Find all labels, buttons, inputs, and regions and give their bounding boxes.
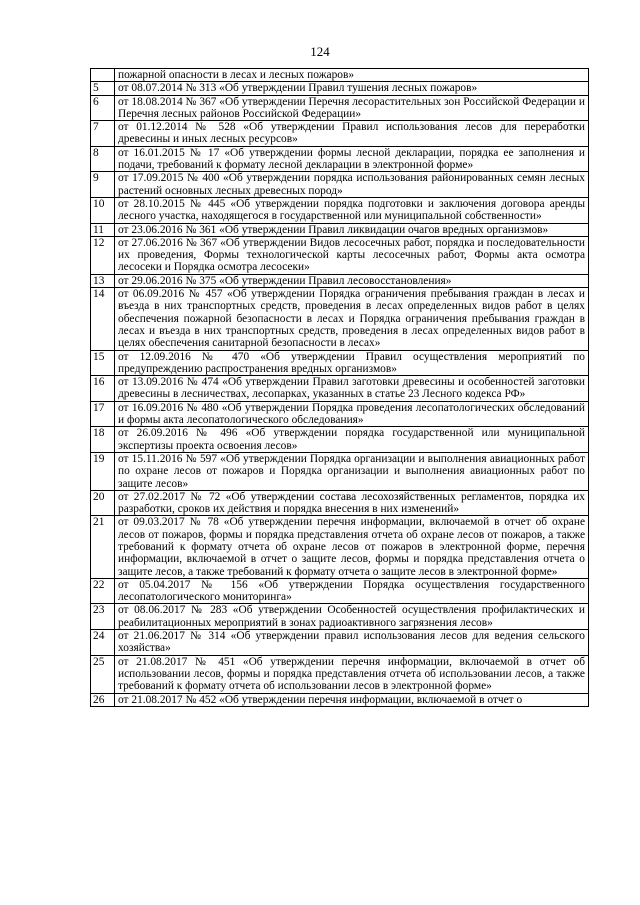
row-number: 26 (91, 693, 115, 706)
row-text: пожарной опасности в лесах и лесных пожаров» (115, 69, 589, 82)
table-row (91, 223, 589, 236)
table-row (91, 630, 589, 656)
table-row (91, 604, 589, 630)
table-row (91, 490, 589, 516)
row-text: от 23.06.2016 № 361 «Об утверждении Правил ликвидации очагов вредных организмов» (115, 223, 589, 236)
row-number: 16 (91, 376, 115, 402)
row-number (91, 69, 115, 82)
row-number: 11 (91, 223, 115, 236)
table-row (91, 655, 589, 693)
table-row (91, 693, 589, 706)
row-text: от 29.06.2016 № 375 «Об утверждении Правил лесовосстановления» (115, 274, 589, 287)
row-text: от 21.06.2017 № 314 «Об утверждении правил использования лесов для ведения сельского хозяйства» (115, 630, 589, 656)
row-number: 8 (91, 146, 115, 172)
row-text: от 28.10.2015 № 445 «Об утверждении порядка подготовки и заключения договора аренды лесного участка, находящегося в государственной или муниципальной собственности» (115, 197, 589, 223)
table-row (91, 376, 589, 402)
row-text: от 27.06.2016 № 367 «Об утверждении Видов лесосечных работ, порядка и последовательности их проведения, Формы технологической карты лесосечных работ, Формы акта осмотра лесосеки и Порядка осмотра лесосеки» (115, 236, 589, 274)
page-number: 124 (310, 44, 330, 59)
row-text: от 21.08.2017 № 452 «Об утверждении перечня информации, включаемой в отчет о (115, 693, 589, 706)
table-row (91, 578, 589, 604)
row-text: от 12.09.2016 № 470 «Об утверждении Правил осуществления мероприятий по предупреждению распространения вредных организмов» (115, 350, 589, 376)
row-text: от 08.06.2017 № 283 «Об утверждении Особенностей осуществления профилактических и реабилитационных мероприятий в зонах радиоактивного загрязнения лесов» (115, 604, 589, 630)
row-number: 24 (91, 630, 115, 656)
row-text: от 08.07.2014 № 313 «Об утверждении Правил тушения лесных пожаров» (115, 82, 589, 95)
row-number: 20 (91, 490, 115, 516)
regulations-table (90, 68, 589, 707)
table-row (91, 452, 589, 490)
table-row (91, 146, 589, 172)
table-row (91, 121, 589, 147)
table-row (91, 401, 589, 427)
row-number: 10 (91, 197, 115, 223)
row-number: 15 (91, 350, 115, 376)
row-text: от 16.01.2015 № 17 «Об утверждении формы лесной декларации, порядка ее заполнения и подачи, требований к формату лесной декларации в электронной форме» (115, 146, 589, 172)
row-number: 17 (91, 401, 115, 427)
row-text: от 26.09.2016 № 496 «Об утверждении порядка государственной или муниципальной экспертизы проекта освоения лесов» (115, 427, 589, 453)
row-number: 5 (91, 82, 115, 95)
table-row (91, 197, 589, 223)
table-row (91, 172, 589, 198)
row-number: 14 (91, 288, 115, 350)
row-number: 19 (91, 452, 115, 490)
row-number: 18 (91, 427, 115, 453)
row-number: 6 (91, 95, 115, 121)
row-number: 23 (91, 604, 115, 630)
table-row (91, 350, 589, 376)
row-text: от 15.11.2016 № 597 «Об утверждении Порядка организации и выполнения авиационных работ по охране лесов от пожаров и Порядка организации и выполнения авиационных работ по защите лесов» (115, 452, 589, 490)
table-row (91, 69, 589, 82)
row-text: от 09.03.2017 № 78 «Об утверждении перечня информации, включаемой в отчет об охране лесов от пожаров, формы и порядка представления отчета об охране лесов от пожаров, а также требований к формату отчета об охране лесов от пожаров в электронной форме, перечня информации, включаемой в отчет о защите лесов, формы и порядка представления отчета о защите лесов, а также требований к формату отчета о защите лесов в электронной форме» (115, 516, 589, 578)
table-row (91, 274, 589, 287)
table-row (91, 516, 589, 578)
row-number: 12 (91, 236, 115, 274)
row-text: от 01.12.2014 № 528 «Об утверждении Правил использования лесов для переработки древесины и иных лесных ресурсов» (115, 121, 589, 147)
table-row (91, 288, 589, 350)
table-row (91, 236, 589, 274)
row-text: от 18.08.2014 № 367 «Об утверждении Перечня лесорастительных зон Российской Федерации и Перечня лесных районов Российской Федерации» (115, 95, 589, 121)
row-text: от 16.09.2016 № 480 «Об утверждении Порядка проведения лесопатологических обследований и формы акта лесопатологического обследования» (115, 401, 589, 427)
row-number: 22 (91, 578, 115, 604)
row-text: от 13.09.2016 № 474 «Об утверждении Правил заготовки древесины и особенностей заготовки древесины в лесничествах, лесопарках, указанных в статье 23 Лесного кодекса РФ» (115, 376, 589, 402)
row-text: от 21.08.2017 № 451 «Об утверждении перечня информации, включаемой в отчет об использовании лесов, формы и порядка представления отчета об использовании лесов, а также требований к формату отчета об использовании лесов в электронной форме» (115, 655, 589, 693)
table-row (91, 82, 589, 95)
row-text: от 05.04.2017 № 156 «Об утверждении Порядка осуществления государственного лесопатологического мониторинга» (115, 578, 589, 604)
row-number: 13 (91, 274, 115, 287)
row-number: 25 (91, 655, 115, 693)
row-number: 9 (91, 172, 115, 198)
row-number: 21 (91, 516, 115, 578)
table-row (91, 95, 589, 121)
table-row (91, 427, 589, 453)
row-text: от 06.09.2016 № 457 «Об утверждении Порядка ограничения пребывания граждан в лесах и въезда в них транспортных средств, проведения в лесах определенных видов работ в целях обеспечения пожарной безопасности в лесах и Порядка ограничения пребывания граждан в лесах и въезда в них транспортных средств, проведения в лесах определенных видов работ в целях обеспечения санитарной безопасности в лесах» (115, 288, 589, 350)
row-text: от 17.09.2015 № 400 «Об утверждении порядка использования районированных семян лесных растений основных лесных древесных пород» (115, 172, 589, 198)
row-number: 7 (91, 121, 115, 147)
row-text: от 27.02.2017 № 72 «Об утверждении состава лесохозяйственных регламентов, порядка их разработки, сроков их действия и порядка внесения в них изменений» (115, 490, 589, 516)
